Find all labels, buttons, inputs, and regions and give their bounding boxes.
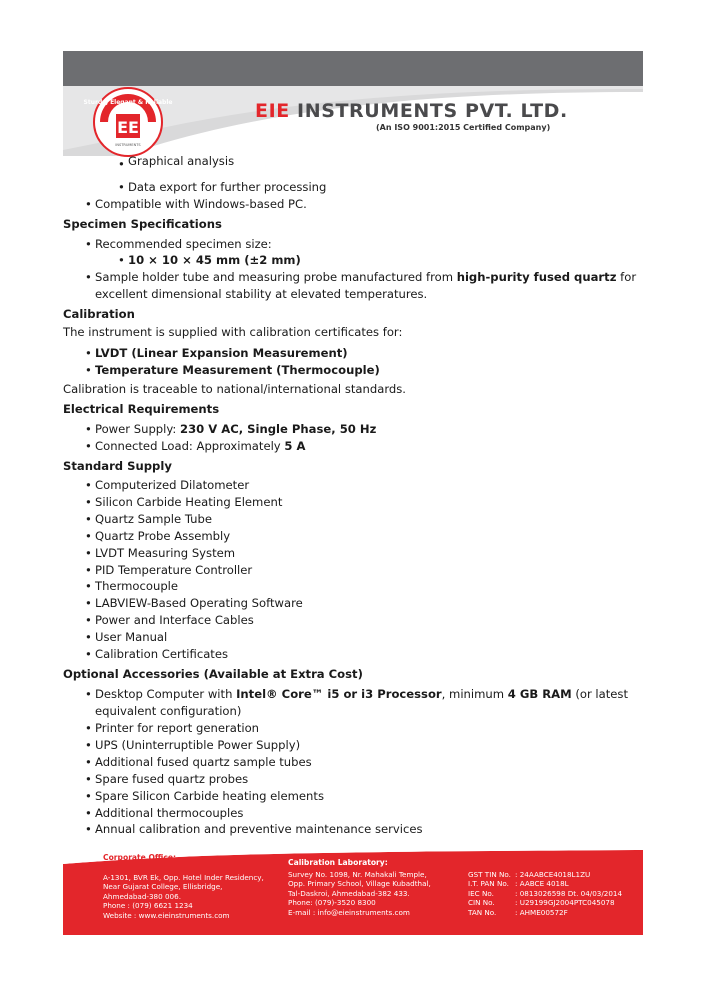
svg-text:EE: EE	[117, 118, 139, 137]
list-item: Desktop Computer with Intel® Core™ i5 or i3 Processor, minimum 4 GB RAM (or latest	[95, 687, 629, 701]
bullet-glyph: •	[85, 737, 92, 752]
bullet-glyph: •	[85, 237, 92, 251]
calibration-lab-address	[288, 870, 431, 917]
footer-line: Near Gujarat College, Ellisbridge,	[103, 882, 223, 892]
registration-values	[515, 870, 622, 917]
list-item: 10 × 10 × 45 mm (±2 mm)	[128, 253, 301, 267]
header-band	[63, 51, 643, 89]
footer-line: Website : www.eieinstruments.com	[103, 910, 230, 920]
list-item: Data export for further processing	[128, 180, 327, 194]
footer-line: Tal-Daskroi, Ahmedabad-382 433.	[288, 888, 410, 898]
bullet-glyph: •	[85, 613, 92, 628]
footer-line: Phone : (079) 6621 1234	[103, 901, 193, 911]
bullet-glyph: •	[118, 253, 125, 267]
footer-line: : U29199GJ2004PTC045078	[515, 898, 615, 908]
list-item: Quartz Probe Assembly	[95, 528, 231, 543]
footer-line: I.T. PAN No.	[468, 879, 509, 889]
bullet-glyph: •	[85, 805, 92, 820]
list-item: Silicon Carbide Heating Element	[95, 494, 283, 509]
footer-line: Ahmedabad-380 006.	[103, 891, 181, 901]
svg-text:INSTRUMENTS: INSTRUMENTS	[115, 143, 141, 147]
footer-line: IEC No.	[468, 888, 494, 898]
bullet-glyph: •	[85, 478, 92, 492]
footer-line: E-mail : info@eieinstruments.com	[288, 907, 410, 917]
list-item: Calibration Certificates	[95, 647, 229, 661]
footer-line: A-1301, BVR Ek, Opp. Hotel Inder Residency,	[103, 873, 264, 882]
list-item: PID Temperature Controller	[95, 562, 253, 577]
registration-labels	[468, 870, 511, 917]
list-item: Printer for report generation	[95, 721, 260, 735]
bullet-glyph: •	[85, 363, 92, 377]
list-item: LVDT Measuring System	[95, 545, 236, 560]
certification-text: (An ISO 9001:2015 Certified Company)	[376, 123, 551, 132]
list-item: Sample holder tube and measuring probe manufactured from high-purity fused quartz for	[95, 270, 637, 284]
footer-line: CIN No.	[468, 898, 495, 908]
bullet-glyph: •	[85, 721, 92, 735]
bullet-glyph: •	[85, 346, 92, 360]
bullet-glyph: •	[85, 439, 92, 453]
bullet-glyph: •	[85, 197, 92, 211]
footer-line: : AHME00572F	[515, 907, 568, 917]
bullet-glyph: •	[85, 822, 92, 837]
company-name-rest: INSTRUMENTS PVT. LTD.	[289, 100, 568, 122]
list-item: Additional thermocouples	[95, 805, 244, 820]
company-prefix: EIE	[255, 100, 290, 122]
bullet-glyph: •	[118, 157, 125, 171]
svg-text:Sturdy, Elegant & Reliable: Sturdy, Elegant & Reliable	[83, 99, 173, 106]
bullet-glyph: •	[85, 511, 92, 526]
footer-line: : 0813026598 Dt. 04/03/2014	[515, 888, 623, 898]
list-item: UPS (Uninterruptible Power Supply)	[95, 737, 301, 752]
footer-line: : 24AABCE4018L1ZU	[515, 870, 591, 879]
bullet-glyph: •	[85, 754, 92, 769]
footer-line: Survey No. 1098, Nr. Mahakali Temple,	[288, 870, 427, 879]
list-item: Spare Silicon Carbide heating elements	[95, 788, 324, 803]
footer-line: Phone: (079)-3520 8300	[288, 898, 376, 908]
bullet-glyph: •	[85, 562, 92, 577]
footer-line: Opp. Primary School, Village Kubadthal,	[288, 879, 431, 889]
list-item: Thermocouple	[95, 579, 179, 594]
list-item: User Manual	[95, 630, 168, 645]
list-item: Additional fused quartz sample tubes	[95, 754, 312, 769]
company-name	[255, 100, 568, 122]
bullet-glyph: •	[85, 545, 92, 560]
bullet-glyph: •	[85, 579, 92, 594]
bullet-glyph: •	[85, 788, 92, 803]
calibration-lab-title: Calibration Laboratory:	[288, 858, 388, 867]
list-item: Connected Load: Approximately 5 A	[95, 439, 306, 453]
paragraph: The instrument is supplied with calibration certificates for:	[63, 325, 403, 339]
bullet-glyph: •	[85, 422, 92, 436]
bullet-glyph: •	[85, 494, 92, 509]
list-item: LVDT (Linear Expansion Measurement)	[95, 346, 348, 360]
bullet-glyph: •	[85, 771, 92, 786]
section-heading: Standard Supply	[63, 459, 172, 473]
list-item: Computerized Dilatometer	[95, 478, 250, 492]
list-item: LABVIEW-Based Operating Software	[95, 596, 303, 611]
list-item: Quartz Sample Tube	[95, 511, 212, 526]
bullet-glyph: •	[85, 647, 92, 661]
bullet-glyph: •	[85, 596, 92, 611]
section-heading: Calibration	[63, 307, 135, 321]
paragraph: Calibration is traceable to national/international standards.	[63, 382, 406, 396]
section-heading: Electrical Requirements	[63, 402, 220, 416]
list-item: Power and Interface Cables	[95, 613, 254, 628]
company-logo	[83, 86, 173, 158]
bullet-glyph: •	[85, 528, 92, 543]
bullet-glyph: •	[85, 687, 92, 701]
list-item: Spare fused quartz probes	[95, 771, 249, 786]
corporate-office-address	[103, 873, 264, 920]
list-item-continued: excellent dimensional stability at elevated temperatures.	[95, 287, 428, 301]
cut-off-line: Graphical analysis	[128, 154, 235, 168]
footer-line: : AABCE 4018L	[515, 879, 569, 889]
bullet-glyph: •	[85, 270, 92, 284]
list-item: Compatible with Windows-based PC.	[95, 197, 307, 211]
list-item: Power Supply: 230 V AC, Single Phase, 50 Hz	[95, 422, 377, 436]
bullet-glyph: •	[118, 180, 125, 194]
footer-line: TAN No.	[468, 907, 497, 917]
list-item: Annual calibration and preventive maintenance services	[95, 822, 423, 837]
list-item: Temperature Measurement (Thermocouple)	[95, 363, 380, 377]
section-heading: Optional Accessories (Available at Extra Cost)	[63, 667, 363, 681]
section-heading: Specimen Specifications	[63, 217, 222, 231]
footer-line: GST TIN No.	[468, 870, 511, 879]
list-item-continued: equivalent configuration)	[95, 704, 242, 718]
corporate-office-title: Corporate Office:	[103, 853, 177, 862]
document-content	[63, 154, 643, 843]
list-item: Recommended specimen size:	[95, 237, 272, 251]
bullet-glyph: •	[85, 630, 92, 645]
